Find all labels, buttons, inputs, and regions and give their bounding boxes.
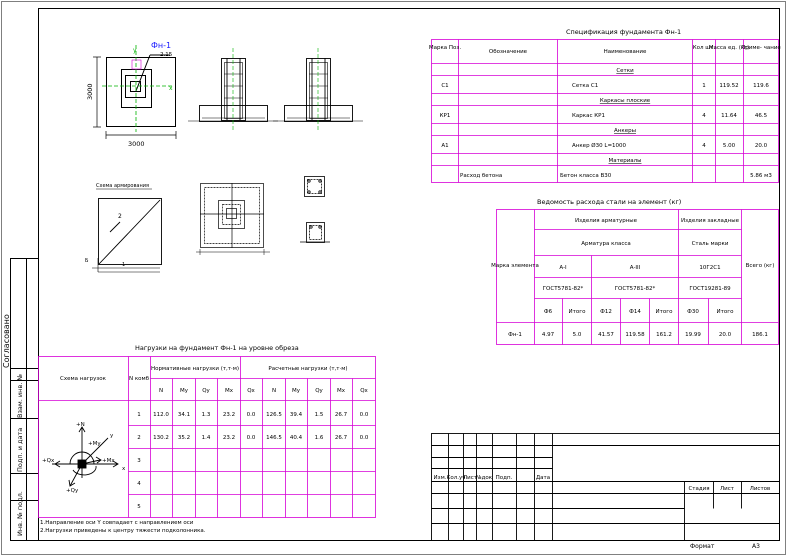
tb-sheets: Листов bbox=[749, 486, 771, 492]
loads-cell: 23.2 bbox=[222, 412, 236, 418]
loads-cell: 26.7 bbox=[334, 435, 348, 441]
steel-col: Ф6 bbox=[543, 309, 553, 315]
reinforcement-corner: Б bbox=[85, 258, 89, 264]
scheme-label-n: +N bbox=[76, 422, 85, 428]
tb-col: №док bbox=[475, 475, 493, 481]
loads-sub: Му bbox=[291, 388, 301, 394]
spec-head-pos: Марка Поз. bbox=[428, 45, 462, 51]
tb-sheet: Лист bbox=[720, 486, 734, 492]
loads-note-2: 2.Нагрузки приведены к центру тяжести подколонника. bbox=[40, 528, 206, 534]
scheme-label-mx: +Mx bbox=[102, 458, 115, 464]
steel-cell-mark: Фн-1 bbox=[508, 332, 522, 338]
loads-sub: Qy bbox=[315, 388, 323, 394]
spec-section-heading: Каркасы плоские bbox=[599, 98, 651, 104]
steel-cell: 5.0 bbox=[572, 332, 582, 338]
loads-cell: 23.2 bbox=[222, 435, 236, 441]
scheme-label-x: x bbox=[122, 466, 126, 472]
loads-cell: 146.5 bbox=[266, 435, 282, 441]
steel-col: Итого bbox=[716, 309, 734, 315]
loads-cell: 35.2 bbox=[177, 435, 191, 441]
loads-head-scheme: Схема нагрузок bbox=[60, 376, 106, 382]
tb-stage: Стадия bbox=[688, 486, 710, 492]
spec-cell-name: Бетон класса В30 bbox=[560, 173, 612, 179]
spec-cell-name: Сетка С1 bbox=[572, 83, 599, 89]
steel-cell: 19.99 bbox=[685, 332, 701, 338]
spec-head-mass: Масса ед. (кг) bbox=[708, 45, 750, 51]
loads-cell: 126.5 bbox=[266, 412, 282, 418]
strip-label-inv: Инв. № подл. bbox=[16, 491, 24, 536]
steel-head-rebar: Изделия арматурные bbox=[574, 218, 638, 224]
tb-col: Лист bbox=[463, 475, 477, 481]
loads-note-1: 1.Направление оси Y совпадает с направлением оси bbox=[40, 520, 194, 526]
plan-axis-y-label: y bbox=[133, 47, 137, 54]
plan-mark-label: Фн-1 bbox=[151, 41, 172, 50]
tb-col: Подп. bbox=[495, 475, 513, 481]
plan-dim-width: 3000 bbox=[128, 140, 145, 148]
spec-cell-pos: А1 bbox=[441, 143, 449, 149]
loads-head-calc: Расчетные нагрузки (т,т·м) bbox=[268, 366, 348, 372]
plan-dim-height: 3000 bbox=[86, 83, 94, 100]
loads-cell: 0.0 bbox=[246, 412, 256, 418]
spec-cell-qty: 1 bbox=[702, 83, 706, 89]
loads-cell: 130.2 bbox=[153, 435, 169, 441]
tb-col: Кол.уч bbox=[446, 475, 466, 481]
steel-cell: 20.0 bbox=[718, 332, 732, 338]
spec-cell-note: 5.86 м3 bbox=[750, 173, 772, 179]
steel-cell: 119.58 bbox=[625, 332, 645, 338]
strip-label-agreed: Согласовано bbox=[2, 314, 11, 368]
strip-label-sign-date: Подп. и дата bbox=[16, 427, 24, 472]
loads-sub: Мх bbox=[336, 388, 346, 394]
steel-head-gost-a3: ГОСТ5781-82* bbox=[614, 286, 656, 292]
spec-cell-note: 119.6 bbox=[753, 83, 769, 89]
loads-sub: N bbox=[271, 388, 277, 394]
steel-col: Итого bbox=[655, 309, 673, 315]
plan-level-label: -2.15 bbox=[158, 52, 173, 58]
spec-cell-note: 20.0 bbox=[754, 143, 768, 149]
steel-head-steel-grade: Сталь марки bbox=[691, 241, 729, 247]
steel-col: Ф14 bbox=[629, 309, 641, 315]
steel-head-rebar-class: Арматура класса bbox=[581, 241, 631, 247]
loads-head-n: N комб bbox=[128, 376, 150, 382]
spec-section-heading: Сетки bbox=[616, 68, 634, 74]
spec-cell-note: 46.5 bbox=[754, 113, 768, 119]
steel-cell-total: 186.1 bbox=[752, 332, 768, 338]
loads-cell-n: 3 bbox=[137, 458, 141, 464]
loads-cell: 0.0 bbox=[359, 435, 369, 441]
loads-cell-n: 5 bbox=[137, 504, 141, 510]
loads-cell: 1.5 bbox=[314, 412, 324, 418]
spec-cell-name: Каркас КР1 bbox=[572, 113, 605, 119]
steel-head-embedded: Изделия закладные bbox=[681, 218, 739, 224]
steel-cell: 4.97 bbox=[541, 332, 555, 338]
loads-sub: N bbox=[158, 388, 164, 394]
spec-cell-mass: 11.64 bbox=[721, 113, 737, 119]
steel-row bbox=[508, 332, 768, 338]
spec-head-designation: Обозначение bbox=[488, 49, 528, 55]
loads-cell-n: 4 bbox=[137, 481, 141, 487]
tb-col: Изм. bbox=[433, 475, 447, 481]
scheme-label-my: +My bbox=[88, 441, 101, 447]
loads-sub: Qy bbox=[202, 388, 210, 394]
spec-cell-designation: Расход бетона bbox=[460, 173, 503, 179]
loads-cell: 39.4 bbox=[289, 412, 303, 418]
loads-cell-n: 1 bbox=[137, 412, 141, 418]
spec-head-qty: Кол шт. bbox=[692, 45, 716, 51]
loads-cell-n: 2 bbox=[137, 435, 141, 441]
spec-cell-mass: 119.52 bbox=[719, 83, 739, 89]
spec-cell-pos: КР1 bbox=[439, 113, 451, 119]
spec-cell-pos: С1 bbox=[441, 83, 449, 89]
spec-section-heading: Анкеры bbox=[614, 128, 636, 134]
steel-head-grade: 10Г2С1 bbox=[699, 265, 721, 271]
spec-section-heading: Материалы bbox=[608, 158, 642, 164]
loads-cell: 1.6 bbox=[314, 435, 324, 441]
reinforcement-dim-a: 2 bbox=[118, 213, 122, 220]
spec-title: Спецификация фундамента Фн-1 bbox=[566, 28, 682, 36]
loads-sub: Qx bbox=[247, 388, 255, 394]
steel-head-class-a3: А-III bbox=[629, 265, 641, 271]
loads-cell: 26.7 bbox=[334, 412, 348, 418]
format-value: А3 bbox=[752, 543, 760, 550]
steel-head-mark: Марка элемента bbox=[491, 263, 539, 269]
loads-sub: Мх bbox=[224, 388, 234, 394]
spec-cell-qty: 4 bbox=[702, 113, 706, 119]
plan-axis-x-label: x bbox=[169, 85, 173, 92]
spec-cell-mass: 5.00 bbox=[722, 143, 736, 149]
loads-sub: Qx bbox=[360, 388, 368, 394]
loads-head-norm: Нормативные нагрузки (т,т·м) bbox=[150, 366, 240, 372]
spec-cell-qty: 4 bbox=[702, 143, 706, 149]
loads-cell: 0.0 bbox=[246, 435, 256, 441]
steel-cell: 161.2 bbox=[656, 332, 672, 338]
strip-label-replaced: Взам. инв. № bbox=[16, 373, 24, 418]
steel-cell: 41.57 bbox=[598, 332, 614, 338]
loads-cell: 34.1 bbox=[177, 412, 191, 418]
steel-title: Ведомость расхода стали на элемент (кг) bbox=[537, 198, 682, 206]
loads-cell: 40.4 bbox=[289, 435, 303, 441]
steel-head-total: Всего (кг) bbox=[745, 263, 775, 269]
steel-col: Ф30 bbox=[687, 309, 699, 315]
steel-head-gost-steel: ГОСТ19281-89 bbox=[689, 286, 731, 292]
tb-col: Дата bbox=[535, 475, 551, 481]
loads-cell: 0.0 bbox=[359, 412, 369, 418]
scheme-label-qy: +Qy bbox=[66, 488, 79, 494]
spec-head-note: Приме- чание bbox=[741, 45, 781, 51]
steel-col: Ф12 bbox=[600, 309, 612, 315]
scheme-label-qx: +Qx bbox=[42, 458, 55, 464]
reinforcement-dim-b: 1 bbox=[122, 262, 126, 268]
loads-cell: 1.4 bbox=[201, 435, 211, 441]
reinforcement-caption: Схема армирования bbox=[96, 183, 149, 189]
loads-cell: 1.3 bbox=[201, 412, 211, 418]
loads-title: Нагрузки на фундамент Фн-1 на уровне обреза bbox=[135, 344, 299, 352]
loads-cell: 112.0 bbox=[153, 412, 169, 418]
spec-cell-name: Анкер Ø30 L=1000 bbox=[572, 143, 627, 149]
loads-sub: Му bbox=[179, 388, 189, 394]
steel-head-gost-a1: ГОСТ5781-82* bbox=[542, 286, 584, 292]
scheme-label-y: y bbox=[110, 433, 114, 439]
format-label: Формат bbox=[690, 543, 715, 550]
spec-head-name: Наименование bbox=[603, 49, 647, 55]
steel-head-class-a1: А-I bbox=[559, 265, 567, 271]
steel-col: Итого bbox=[568, 309, 586, 315]
